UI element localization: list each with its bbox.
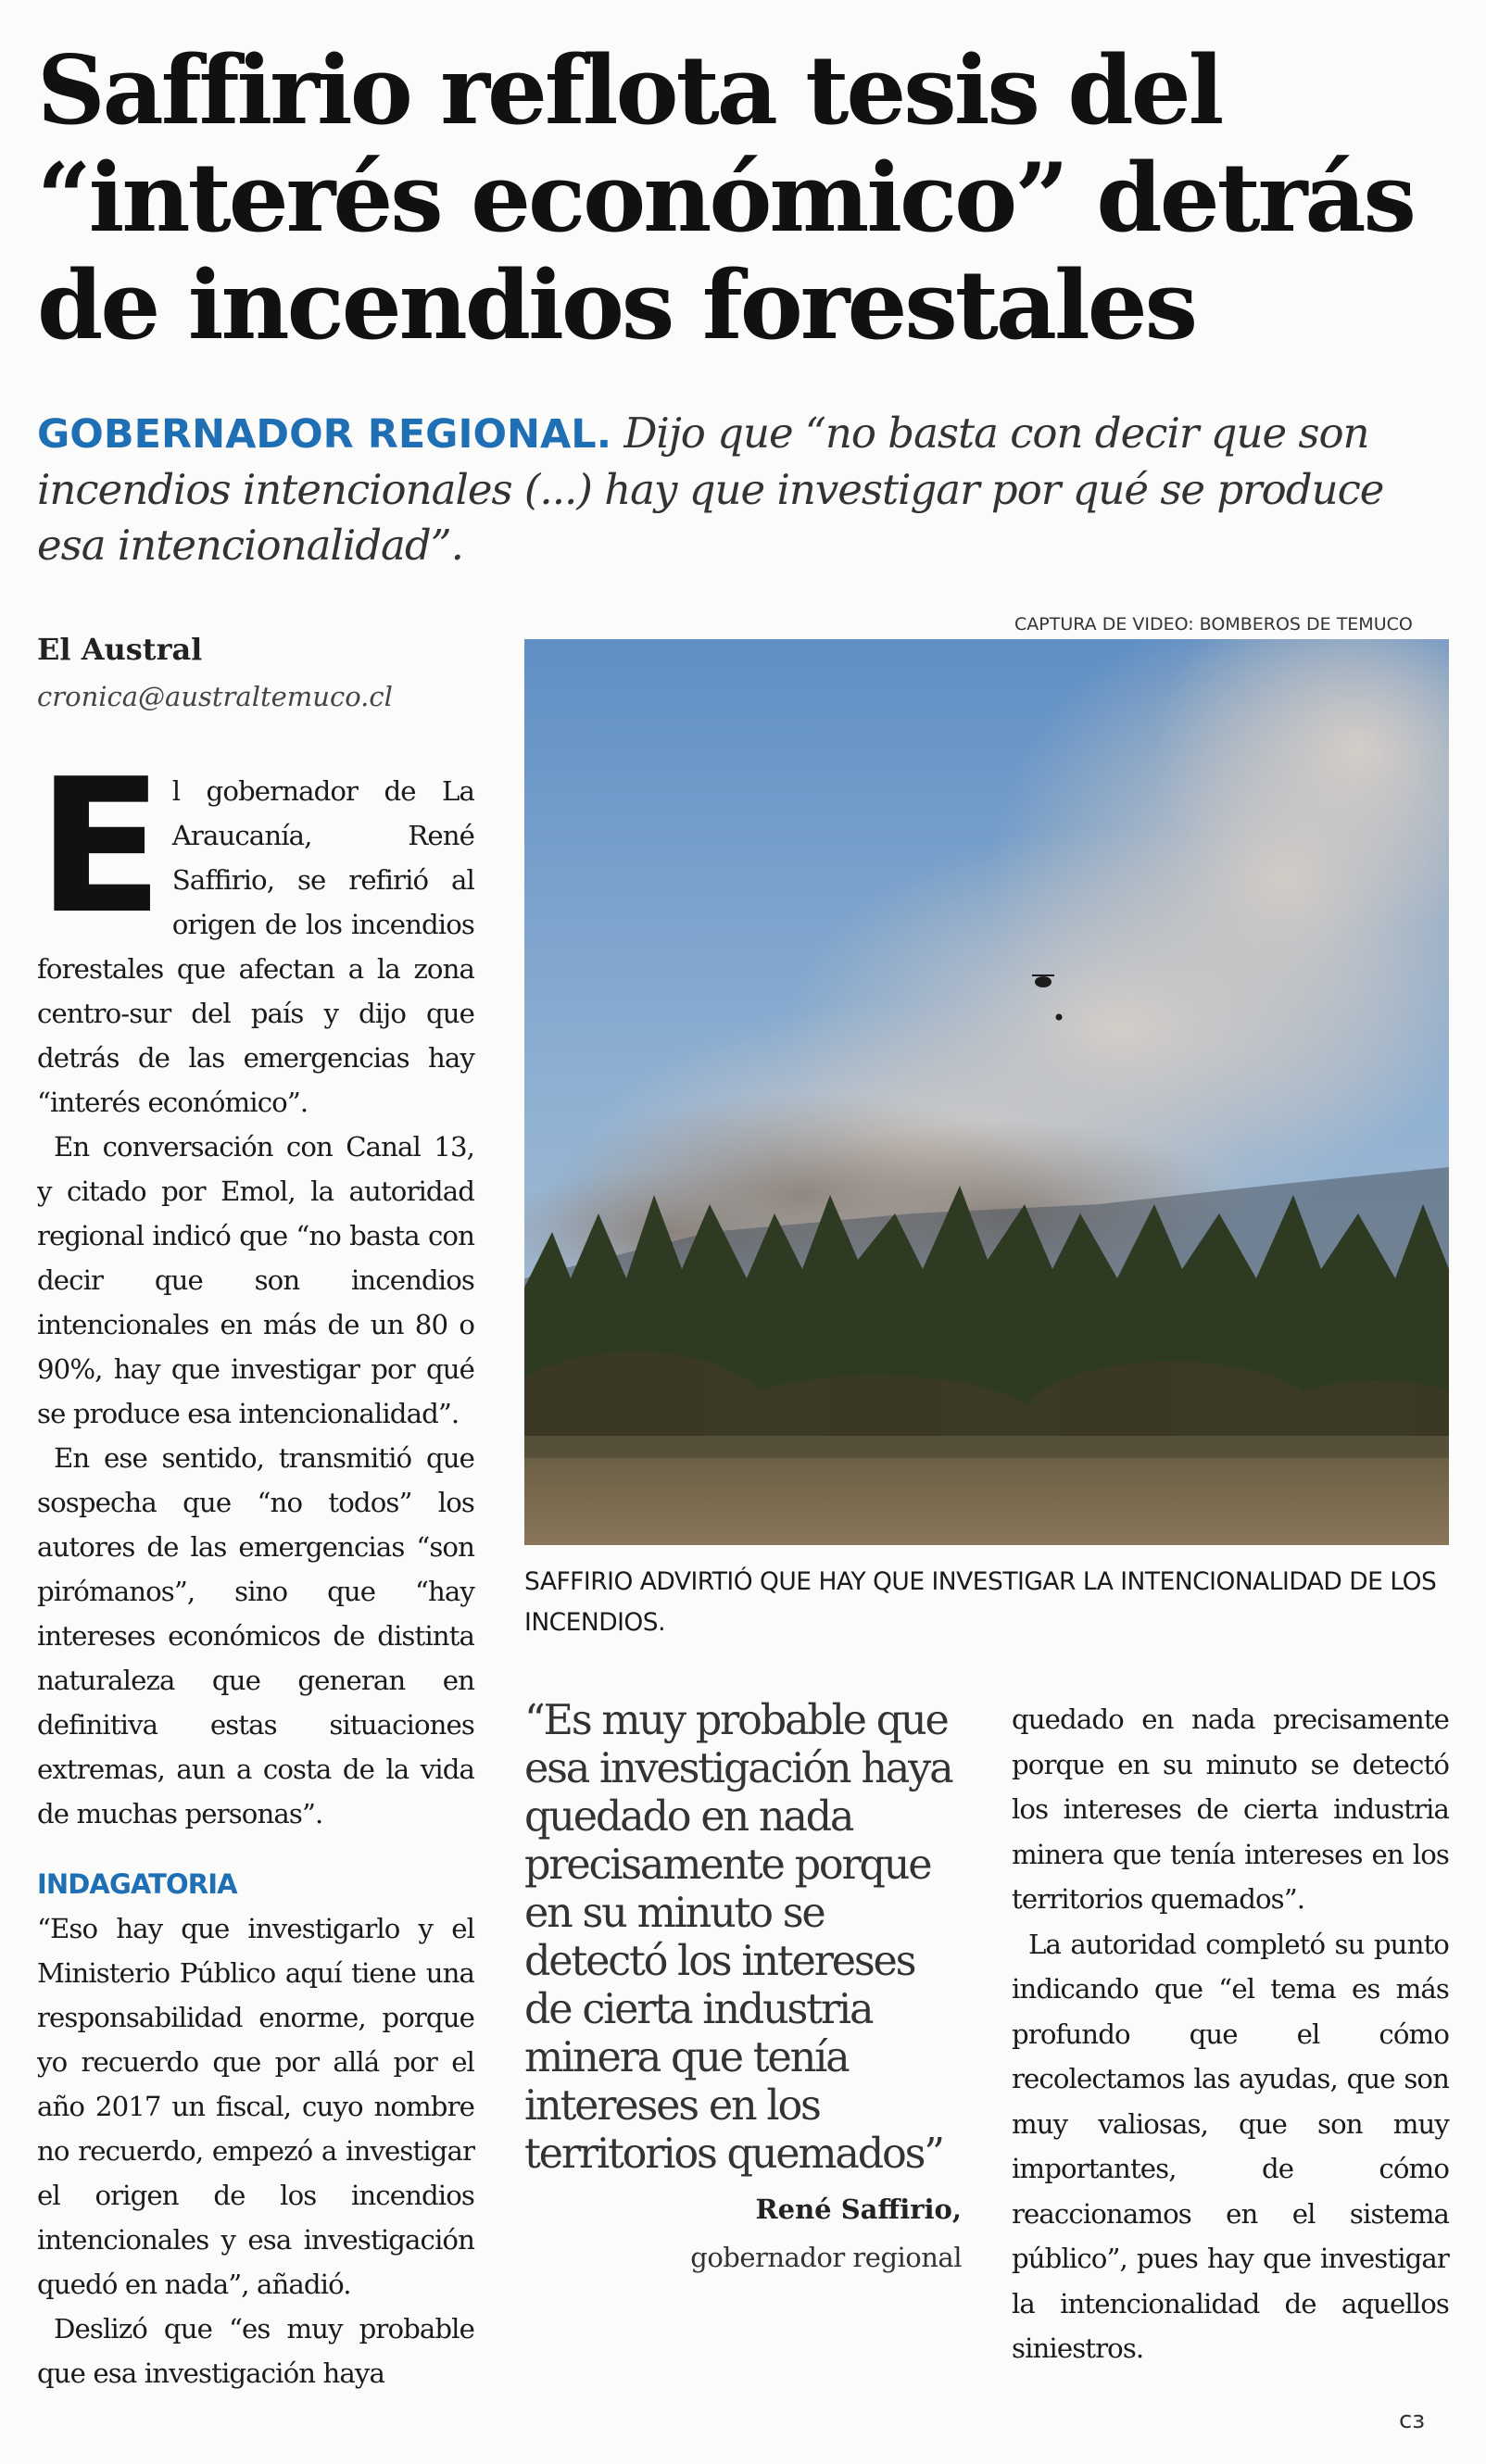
end-of-article-mark: ᴄɜ <box>1399 2407 1426 2434</box>
subhead-indagatoria: INDAGATORIA <box>37 1868 237 1900</box>
paragraph-4: “Eso hay que investigarlo y el Ministerio Público aquí tiene una responsabilidad enorme, porque yo recuerdo que por allá por el año 2017 un fiscal, cuyo nombre no recuerdo, empezó a investigar el origen de los incendios intencionales y esa investigación quedó en nada”, añadió. <box>37 1913 474 2300</box>
wildfire-photo <box>524 639 1449 1545</box>
byline-email: cronica@australtemuco.cl <box>37 681 393 712</box>
paragraph-3: En ese sentido, transmitió que sospecha que “no todos” los autores de las emergencias “son pirómanos”, sino que “hay intereses económicos de distinta naturaleza que generan en definitiva estas situaciones extremas, aun a costa de la vida de muchas personas”. <box>37 1442 474 1829</box>
paragraph-1 <box>37 739 474 1125</box>
photo-caption: SAFFIRIO ADVIRTIÓ QUE HAY QUE INVESTIGAR LA INTENCIONALIDAD DE LOS INCENDIOS. <box>524 1567 1437 1637</box>
headline <box>37 37 1455 359</box>
pull-quote-author: René Saffirio, <box>755 2194 962 2225</box>
paragraph-2: En conversación con Canal 13, y citado por Emol, la autoridad regional indicó que “no basta con decir que son incendios intencionales en más de un 80 o 90%, hay que investigar por qué se produce esa intencionalidad”. <box>37 1131 474 1429</box>
pull-quote: “Es muy probable que esa investigación haya quedado en nada precisamente porque en su minuto se detectó los intereses de cierta industria minera que tenía intereses en los territorios quemados” <box>524 1697 952 2178</box>
lead-paragraph <box>37 406 1445 573</box>
paragraph-1-text: l gobernador de La Araucanía, René Saffirio, se refirió al origen de los incendios forestales que afectan a la zona centro-sur del país y dijo que detrás de las emergencias hay “interés económico”. <box>37 775 474 1118</box>
wildfire-photo-illustration <box>524 639 1449 1545</box>
pull-quote-role: gobernador regional <box>690 2242 962 2273</box>
headline-line-3: de incendios forestales <box>37 250 1196 361</box>
drop-cap: E <box>37 739 163 955</box>
paragraph-7: La autoridad completó su punto indicando que “el tema es más profundo que el cómo recolectamos las ayudas, que son muy valiosas, que son muy importantes, de cómo reaccionamos en el sistema público”, pues hay que investigar la intencionalidad de aquellos siniestros. <box>1012 1928 1449 2364</box>
paragraph-6: quedado en nada precisamente porque en su minuto se detectó los intereses de cierta industria minera que tenía intereses en los territorios quemados”. <box>1012 1703 1449 1915</box>
photo-credit: CAPTURA DE VIDEO: BOMBEROS DE TEMUCO <box>1014 614 1413 635</box>
lead-text: Dijo que “no basta con decir que son incendios intencionales (...) hay que investigar por qué se produce esa intencionalidad”. <box>37 409 1384 570</box>
headline-line-2: “interés económico” detrás <box>37 143 1414 254</box>
lead-kicker: GOBERNADOR REGIONAL. <box>37 411 612 458</box>
article-column-right <box>1012 1697 1449 2371</box>
article-column-left <box>37 739 474 2395</box>
paragraph-5: Deslizó que “es muy probable que esa investigación haya <box>37 2313 474 2389</box>
headline-line-1: Saffirio reflota tesis del <box>37 35 1222 146</box>
byline-source: El Austral <box>37 632 203 667</box>
